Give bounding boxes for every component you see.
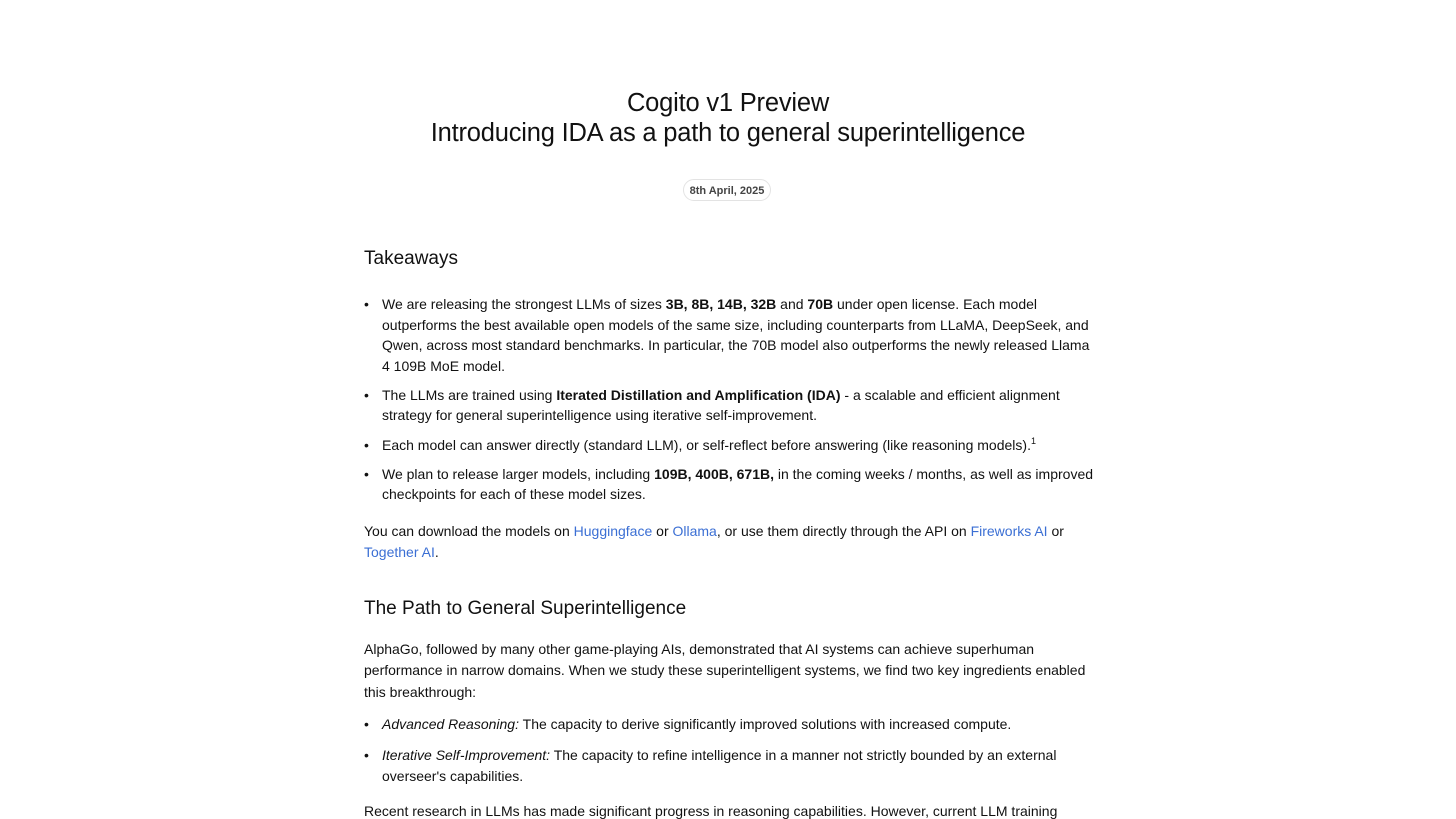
footnote-marker[interactable]: 1 — [1030, 435, 1036, 446]
huggingface-link[interactable]: Huggingface — [573, 522, 653, 539]
item-bold-text: 109B, 400B, 671B, — [654, 465, 774, 482]
paragraph-text: , or use them directly through the API on — [716, 522, 971, 539]
date-badge: 8th April, 2025 — [683, 179, 771, 201]
list-item — [364, 464, 1094, 505]
ingredients-list — [364, 714, 1094, 786]
path-intro-paragraph: AlphaGo, followed by many other game-playing AIs, demonstrated that AI systems can achieve superhuman performance in narrow domains. When we study these superintelligent systems, we find two key ingredients enabled this breakthrough: — [364, 640, 1086, 700]
takeaways-heading: Takeaways — [364, 248, 458, 269]
item-bold-text: 3B, 8B, 14B, 32B — [665, 296, 777, 312]
item-bold-text: Iterated Distillation and Amplification (IDA) — [556, 386, 841, 403]
list-item — [364, 745, 1094, 786]
takeaways-list — [364, 294, 1094, 505]
paragraph-text: or — [652, 522, 673, 539]
page-title — [0, 88, 1456, 148]
list-item — [364, 294, 1094, 376]
item-text: We are releasing the strongest LLMs of sizes — [382, 296, 666, 312]
article-content — [364, 244, 1094, 819]
list-item — [364, 714, 1094, 735]
ollama-link[interactable]: Ollama — [672, 522, 717, 539]
fireworks-ai-link[interactable]: Fireworks AI — [970, 522, 1048, 539]
together-ai-link[interactable]: Together AI — [364, 543, 435, 560]
item-text: - a scalable and efficient alignment strategy for general superintelligence using iterative self-improvement. — [382, 386, 1060, 424]
paragraph-text: or — [1047, 522, 1064, 539]
paragraph-text: . — [434, 543, 439, 560]
paragraph-text: You can download the models on — [364, 522, 574, 539]
title-line-2: Introducing IDA as a path to general superintelligence — [430, 119, 1026, 147]
item-text: and — [776, 296, 808, 312]
item-bold-text: 70B — [807, 296, 834, 312]
research-paragraph: Recent research in LLMs has made significant progress in reasoning capabilities. However, current LLM training — [364, 803, 1058, 819]
item-text: in the coming weeks / months, as well as improved checkpoints for each of these model sizes. — [382, 465, 1094, 503]
path-heading: The Path to General Superintelligence — [364, 597, 687, 619]
download-paragraph — [364, 521, 1094, 563]
item-term: Iterative Self-Improvement: — [382, 746, 551, 763]
list-item — [364, 385, 1094, 426]
title-line-1: Cogito v1 Preview — [626, 89, 830, 117]
list-item — [364, 435, 1094, 456]
item-text: The capacity to derive significantly improved solutions with increased compute. — [519, 716, 1012, 733]
item-text: Each model can answer directly (standard LLM), or self-reflect before answering (like reasoning models). — [382, 436, 1031, 453]
item-text: The LLMs are trained using — [382, 386, 557, 403]
item-text: We plan to release larger models, including — [382, 465, 655, 482]
item-text: The capacity to refine intelligence in a manner not strictly bounded by an external overseer's capabilities. — [382, 746, 1057, 784]
item-text: under open license. Each model outperforms the best available open models of the same size, including counterparts from LLaMA, DeepSeek, and Qwen, across most standard benchmarks. In particular, the 70B model also outperforms the newly released Llama 4 109B MoE model. — [382, 296, 1090, 374]
item-term: Advanced Reasoning: — [382, 716, 519, 733]
